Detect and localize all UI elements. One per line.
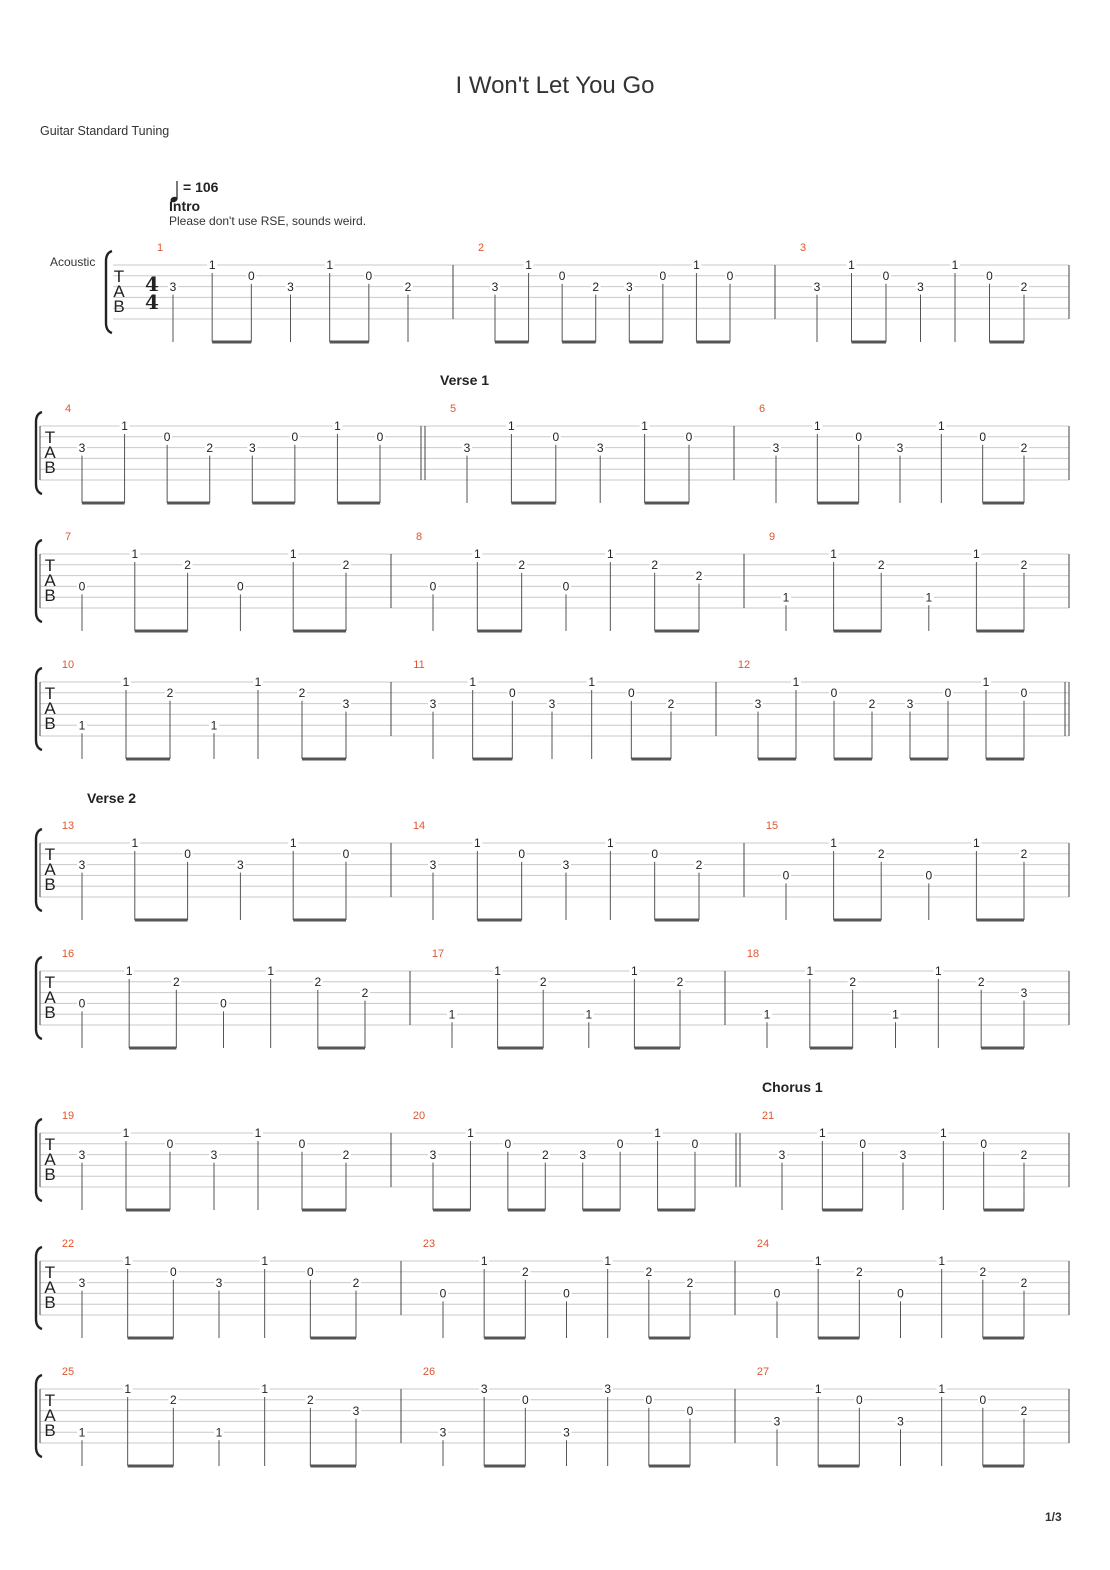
fret-number: 0 — [944, 686, 952, 700]
measure-26 — [423, 1366, 695, 1466]
fret-number: 3 — [429, 696, 437, 711]
fret-number: 0 — [365, 269, 373, 283]
fret-number: 3 — [772, 440, 780, 455]
fret-number: 0 — [773, 1286, 781, 1301]
fret-number: 0 — [1020, 686, 1028, 700]
fret-number: 2 — [695, 857, 703, 872]
fret-number: 3 — [491, 279, 499, 294]
fret-number: 3 — [215, 1275, 223, 1290]
tab-clef-letter: B — [44, 1293, 56, 1312]
tab-clef-letter: B — [44, 875, 56, 894]
tab-clef-letter: A — [44, 1150, 56, 1169]
measure-number: 17 — [431, 948, 445, 960]
measure-23 — [423, 1238, 695, 1338]
tab-system — [36, 820, 1069, 920]
measure-number: 8 — [415, 531, 423, 543]
tab-clef-letter: T — [44, 428, 56, 447]
tab-system — [36, 531, 1069, 631]
measure-24 — [757, 1238, 1029, 1338]
section-label-verse-1: Verse 1 — [440, 372, 490, 388]
fret-number: 0 — [645, 1393, 653, 1407]
fret-number: 1 — [830, 836, 837, 851]
page-number: 1/3 — [1045, 1510, 1062, 1524]
measure-20 — [413, 1110, 700, 1210]
fret-number: 2 — [686, 1275, 694, 1290]
measure-14 — [413, 820, 704, 920]
fret-number: 0 — [782, 868, 790, 883]
fret-number: 2 — [1020, 1275, 1028, 1290]
fret-number: 0 — [980, 1137, 988, 1151]
fret-number: 3 — [579, 1147, 587, 1162]
fret-number: 1 — [326, 258, 334, 273]
fret-number: 1 — [208, 258, 216, 273]
tab-clef-letter: T — [44, 845, 56, 864]
tab-clef-letter: T — [44, 973, 56, 992]
tab-clef-letter: B — [113, 297, 125, 316]
tuning-label: Guitar Standard Tuning — [40, 124, 170, 138]
fret-number: 3 — [548, 696, 556, 711]
measure-number: 4 — [64, 403, 72, 415]
fret-number: 3 — [169, 279, 177, 294]
tab-clef-letter: T — [44, 1263, 56, 1282]
measure-19 — [62, 1110, 351, 1210]
measure-13 — [62, 820, 351, 920]
fret-number: 1 — [631, 964, 638, 979]
fret-number: 1 — [125, 964, 133, 979]
fret-number: 0 — [78, 579, 86, 594]
fret-number: 3 — [429, 1147, 437, 1162]
fret-number: 1 — [604, 1254, 612, 1269]
fret-number: 2 — [169, 1393, 177, 1407]
tab-system — [36, 659, 1069, 759]
system-bracket — [36, 1119, 42, 1201]
tab-clef-letter: A — [44, 699, 56, 718]
fret-number: 2 — [541, 1147, 549, 1162]
tab-system — [36, 1238, 1069, 1338]
fret-number: 1 — [469, 675, 477, 690]
fret-number: 0 — [247, 269, 255, 283]
system-bracket — [36, 412, 42, 494]
fret-number: 3 — [778, 1147, 786, 1162]
tab-clef-letter: B — [44, 714, 56, 733]
measure-1 — [157, 242, 413, 342]
measure-7 — [65, 531, 351, 631]
fret-number: 1 — [121, 419, 128, 434]
measure-number: 23 — [422, 1238, 436, 1250]
fret-number: 1 — [124, 1382, 132, 1397]
fret-number: 0 — [342, 847, 350, 861]
measure-number: 9 — [768, 531, 776, 543]
measure-number: 22 — [61, 1238, 75, 1250]
measure-number: 2 — [477, 242, 485, 254]
fret-number: 3 — [1020, 985, 1028, 1000]
tab-clef-letter: B — [44, 586, 56, 605]
measure-number: 6 — [758, 403, 766, 415]
fret-number: 0 — [855, 1393, 863, 1407]
measure-15 — [766, 820, 1029, 920]
fret-number: 1 — [782, 590, 790, 605]
fret-number: 3 — [754, 696, 762, 711]
measure-number: 5 — [449, 403, 457, 415]
fret-number: 0 — [986, 269, 993, 283]
fret-number: 3 — [906, 696, 914, 711]
tab-system — [36, 403, 1069, 503]
measure-12 — [738, 659, 1029, 759]
fret-number: 1 — [261, 1382, 269, 1397]
fret-number: 2 — [166, 686, 174, 700]
tab-clef-letter: T — [44, 684, 56, 703]
fret-number: 2 — [342, 1147, 350, 1162]
fret-number: 0 — [429, 579, 437, 594]
fret-number: 1 — [78, 718, 86, 733]
fret-number: 2 — [184, 558, 191, 572]
fret-number: 0 — [686, 1403, 694, 1418]
fret-number: 2 — [521, 1265, 529, 1279]
measure-number: 7 — [64, 531, 72, 543]
fret-number: 2 — [676, 975, 684, 989]
fret-number: 3 — [563, 1425, 570, 1440]
fret-number: 1 — [473, 547, 481, 562]
fret-number: 0 — [291, 430, 299, 444]
fret-number: 0 — [855, 430, 863, 444]
tab-clef-letter: T — [44, 1135, 56, 1154]
fret-number: 3 — [429, 857, 437, 872]
fret-number: 3 — [342, 696, 350, 711]
fret-number: 3 — [897, 1414, 904, 1429]
fret-number: 1 — [122, 1126, 130, 1141]
measure-number: 25 — [61, 1366, 75, 1378]
fret-number: 2 — [206, 440, 214, 455]
tab-clef-letter: B — [44, 1003, 56, 1022]
section-label-chorus-1: Chorus 1 — [762, 1079, 823, 1095]
measure-number: 15 — [765, 820, 779, 832]
fret-number: 1 — [606, 547, 614, 562]
fret-number: 2 — [977, 975, 985, 989]
fret-number: 1 — [951, 258, 959, 273]
measure-number: 1 — [156, 242, 164, 254]
fret-number: 0 — [627, 686, 635, 700]
measure-number: 27 — [756, 1366, 770, 1378]
measure-25 — [62, 1366, 361, 1466]
fret-number: 2 — [1020, 440, 1028, 455]
fret-number: 2 — [306, 1393, 314, 1407]
fret-number: 0 — [562, 579, 570, 594]
fret-number: 1 — [289, 836, 297, 851]
fret-number: 1 — [982, 675, 990, 690]
tab-clef-letter: B — [44, 1165, 56, 1184]
fret-number: 0 — [979, 1393, 987, 1407]
fret-number: 1 — [585, 1007, 593, 1022]
text-annotation: Please don't use RSE, sounds weird. — [169, 214, 367, 228]
measure-number: 16 — [61, 948, 75, 960]
fret-number: 1 — [122, 675, 130, 690]
fret-number: 1 — [508, 419, 515, 434]
fret-number: 1 — [334, 419, 341, 434]
measure-number: 14 — [412, 820, 426, 832]
fret-number: 1 — [818, 1126, 826, 1141]
track-name: Acoustic — [50, 255, 96, 269]
fret-number: 3 — [480, 1382, 488, 1397]
fret-number: 0 — [685, 430, 693, 444]
fret-number: 2 — [404, 279, 412, 294]
fret-number: 1 — [973, 547, 980, 562]
tab-system — [36, 1110, 1069, 1210]
measure-9 — [769, 531, 1029, 631]
fret-number: 2 — [849, 975, 857, 989]
fret-number: 1 — [814, 1382, 822, 1397]
fret-number: 0 — [220, 996, 227, 1011]
fret-number: 2 — [695, 568, 703, 583]
fret-number: 1 — [814, 1254, 822, 1269]
system-bracket — [36, 1375, 42, 1457]
measure-number: 26 — [422, 1366, 436, 1378]
tab-clef-letter: A — [44, 1278, 56, 1297]
measure-number: 3 — [799, 242, 807, 254]
fret-number: 0 — [882, 269, 890, 283]
fret-number: 3 — [210, 1147, 218, 1162]
fret-number: 0 — [439, 1286, 447, 1301]
fret-number: 2 — [855, 1265, 863, 1279]
fret-number: 3 — [78, 1275, 86, 1290]
fret-number: 0 — [897, 1286, 904, 1301]
fret-number: 0 — [659, 269, 667, 283]
fret-number: 1 — [792, 675, 800, 690]
fret-number: 1 — [473, 836, 481, 851]
fret-number: 0 — [166, 1137, 174, 1151]
fret-number: 1 — [124, 1254, 132, 1269]
fret-number: 0 — [518, 847, 526, 861]
fret-number: 0 — [830, 686, 838, 700]
tab-clef-letter: T — [113, 267, 125, 286]
tab-system — [36, 1366, 1069, 1466]
fret-number: 1 — [934, 964, 942, 979]
fret-number: 1 — [261, 1254, 269, 1269]
fret-number: 3 — [78, 1147, 86, 1162]
fret-number: 1 — [215, 1425, 223, 1440]
fret-number: 0 — [552, 430, 560, 444]
fret-number: 1 — [254, 1126, 262, 1141]
fret-number: 1 — [938, 1254, 946, 1269]
fret-number: 1 — [588, 675, 596, 690]
measure-10 — [62, 659, 351, 759]
fret-number: 0 — [563, 1286, 570, 1301]
fret-number: 3 — [463, 440, 471, 455]
section-label-intro: Intro — [169, 198, 201, 214]
time-signature-numerator: 4 — [145, 272, 159, 296]
fret-number: 0 — [163, 430, 171, 444]
fret-number: 0 — [508, 686, 516, 700]
fret-number: 2 — [877, 558, 885, 572]
fret-number: 0 — [925, 868, 933, 883]
fret-number: 0 — [859, 1137, 867, 1151]
fret-number: 0 — [691, 1137, 699, 1151]
tab-clef-letter: A — [44, 1406, 56, 1425]
measure-3 — [800, 242, 1029, 342]
fret-number: 3 — [917, 279, 924, 294]
fret-number: 0 — [558, 269, 566, 283]
fret-number: 2 — [518, 558, 526, 572]
fret-number: 1 — [813, 419, 821, 434]
fret-number: 0 — [616, 1137, 624, 1151]
fret-number: 3 — [604, 1382, 612, 1397]
fret-number: 0 — [376, 430, 384, 444]
fret-number: 2 — [314, 975, 322, 989]
system-bracket — [36, 829, 42, 911]
fret-number: 1 — [938, 1382, 946, 1397]
system-bracket — [36, 540, 42, 622]
fret-number: 1 — [467, 1126, 474, 1141]
measure-22 — [62, 1238, 361, 1338]
system-bracket — [106, 251, 112, 333]
fret-number: 2 — [361, 985, 369, 1000]
fret-number: 0 — [184, 847, 191, 861]
fret-number: 2 — [651, 558, 659, 572]
tab-clef-letter: A — [44, 571, 56, 590]
tab-clef-letter: A — [44, 860, 56, 879]
fret-number: 0 — [237, 579, 244, 594]
measure-number: 19 — [61, 1110, 75, 1122]
fret-number: 3 — [78, 857, 86, 872]
fret-number: 2 — [298, 686, 306, 700]
fret-number: 0 — [306, 1265, 314, 1279]
fret-number: 2 — [1020, 847, 1028, 861]
measure-18 — [747, 948, 1029, 1048]
fret-number: 1 — [925, 590, 933, 605]
fret-number: 2 — [877, 847, 885, 861]
fret-number: 1 — [973, 836, 980, 851]
fret-number: 3 — [625, 279, 633, 294]
measure-8 — [416, 531, 704, 631]
tab-clef-letter: B — [44, 1421, 56, 1440]
measure-16 — [62, 948, 370, 1048]
fret-number: 1 — [131, 836, 139, 851]
fret-number: 2 — [667, 696, 675, 711]
fret-number: 3 — [899, 1147, 907, 1162]
tab-system — [106, 242, 1069, 342]
fret-number: 0 — [504, 1137, 512, 1151]
tab-clef-letter: A — [44, 443, 56, 462]
fret-number: 0 — [78, 996, 86, 1011]
measure-number: 12 — [737, 659, 751, 671]
fret-number: 1 — [763, 1007, 771, 1022]
fret-number: 1 — [654, 1126, 661, 1141]
measure-6 — [759, 403, 1029, 503]
tempo-marking: = 106 — [183, 179, 219, 195]
measure-5 — [450, 403, 694, 503]
tab-clef-letter: A — [44, 988, 56, 1007]
fret-number: 2 — [645, 1265, 653, 1279]
fret-number: 1 — [939, 1126, 947, 1141]
measure-21 — [762, 1110, 1029, 1210]
measure-number: 18 — [746, 948, 760, 960]
measure-2 — [478, 242, 735, 342]
fret-number: 2 — [172, 975, 180, 989]
tab-clef-letter: T — [44, 1391, 56, 1410]
system-bracket — [36, 1247, 42, 1329]
fret-number: 1 — [892, 1007, 899, 1022]
fret-number: 0 — [726, 269, 734, 283]
fret-number: 1 — [289, 547, 297, 562]
fret-number: 2 — [1020, 1147, 1028, 1162]
fret-number: 3 — [562, 857, 570, 872]
fret-number: 1 — [448, 1007, 456, 1022]
fret-number: 2 — [1020, 558, 1028, 572]
fret-number: 0 — [651, 847, 659, 861]
fret-number: 3 — [237, 857, 244, 872]
tab-system — [36, 948, 1069, 1048]
measure-number: 10 — [61, 659, 75, 671]
fret-number: 3 — [248, 440, 256, 455]
fret-number: 3 — [78, 440, 86, 455]
fret-number: 1 — [210, 718, 218, 733]
fret-number: 2 — [342, 558, 350, 572]
fret-number: 3 — [439, 1425, 447, 1440]
fret-number: 1 — [131, 547, 139, 562]
fret-number: 3 — [813, 279, 821, 294]
fret-number: 1 — [606, 836, 614, 851]
fret-number: 1 — [830, 547, 837, 562]
measure-number: 11 — [413, 659, 425, 671]
measure-number: 13 — [61, 820, 75, 832]
section-label-verse-2: Verse 2 — [87, 790, 137, 806]
song-title: I Won't Let You Go — [455, 72, 655, 99]
tab-clef-letter: T — [44, 556, 56, 575]
fret-number: 2 — [979, 1265, 987, 1279]
measure-17 — [432, 948, 685, 1048]
fret-number: 2 — [1020, 1403, 1028, 1418]
measure-11 — [413, 659, 676, 759]
measure-number: 24 — [756, 1238, 770, 1250]
fret-number: 3 — [596, 440, 604, 455]
time-signature-denominator: 4 — [145, 290, 159, 314]
fret-number: 1 — [525, 258, 532, 273]
fret-number: 3 — [773, 1414, 781, 1429]
fret-number: 1 — [267, 964, 275, 979]
fret-number: 3 — [896, 440, 904, 455]
fret-number: 1 — [937, 419, 945, 434]
measure-27 — [757, 1366, 1029, 1466]
measure-number: 21 — [761, 1110, 775, 1122]
fret-number: 3 — [352, 1403, 360, 1418]
fret-number: 1 — [78, 1425, 86, 1440]
fret-number: 0 — [169, 1265, 177, 1279]
system-bracket — [36, 668, 42, 750]
fret-number: 1 — [641, 419, 648, 434]
fret-number: 2 — [868, 696, 876, 711]
fret-number: 3 — [287, 279, 294, 294]
tab-clef-letter: B — [44, 458, 56, 477]
fret-number: 1 — [254, 675, 262, 690]
system-bracket — [36, 957, 42, 1039]
fret-number: 1 — [494, 964, 501, 979]
fret-number: 2 — [592, 279, 600, 294]
fret-number: 0 — [298, 1137, 306, 1151]
measure-number: 20 — [412, 1110, 426, 1122]
fret-number: 1 — [806, 964, 814, 979]
fret-number: 1 — [480, 1254, 488, 1269]
fret-number: 2 — [1020, 279, 1028, 294]
fret-number: 1 — [848, 258, 855, 273]
fret-number: 2 — [539, 975, 547, 989]
fret-number: 0 — [979, 430, 987, 444]
measure-4 — [65, 403, 385, 503]
fret-number: 2 — [352, 1275, 360, 1290]
tab-clef-letter: A — [113, 282, 125, 301]
fret-number: 1 — [693, 258, 700, 273]
fret-number: 0 — [521, 1393, 529, 1407]
